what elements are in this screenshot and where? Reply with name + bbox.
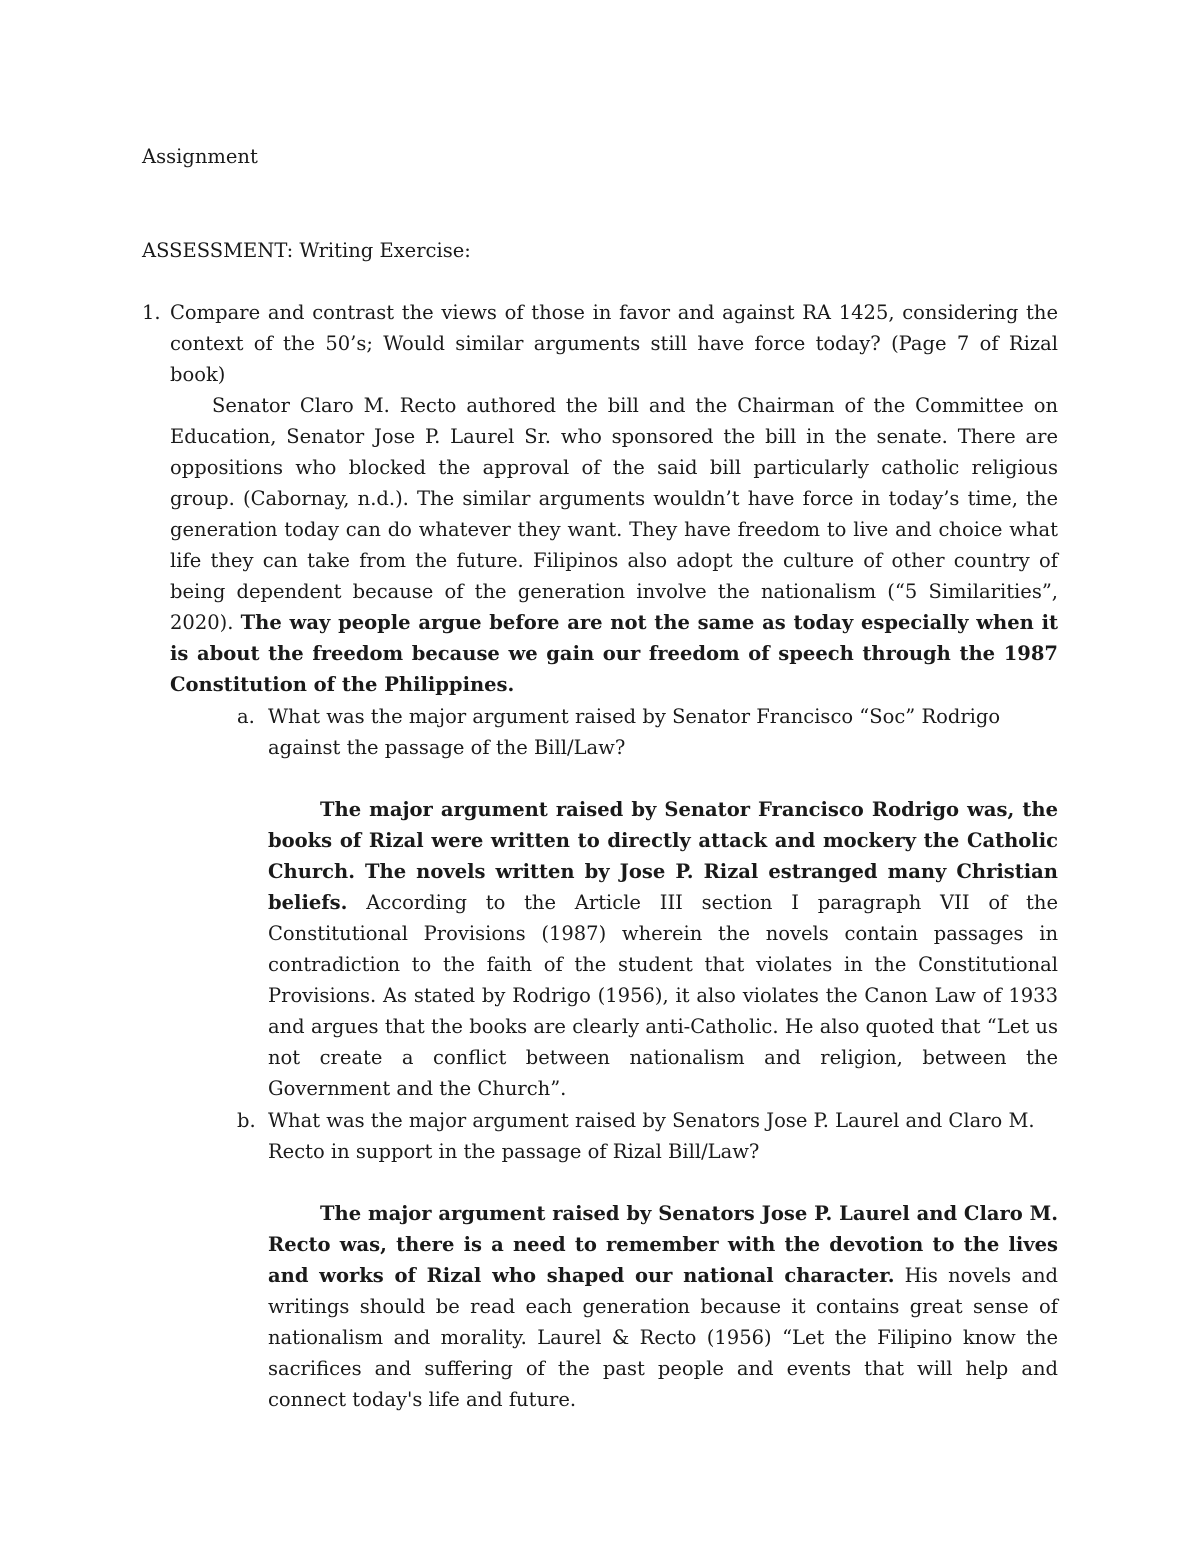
answer-a-bold-text: The major argument raised by Senator Francisco Rodrigo was, the books of Rizal were written to directly attack and mockery the Catholic Church. The novels written by Jose P. Rizal estranged many Christian beliefs.: [268, 798, 1058, 914]
answer-1-paragraph: [170, 390, 1058, 700]
answer-a-regular-text: According to the Article III section I paragraph VII of the Constitutional Provisions (1987) wherein the novels contain passages in contradiction to the faith of the student that violates in the Constitutional Provisions. As stated by Rodrigo (1956), it also violates the Canon Law of 1933 and argues that the books are clearly anti-Catholic. He also quoted that “Let us not create a conflict between nationalism and religion, between the Government and the Church”.: [268, 891, 1058, 1100]
question-b-text: What was the major argument raised by Senators Jose P. Laurel and Claro M. Recto in support in the passage of Rizal Bill/Law?: [268, 1109, 1035, 1163]
answer-b-paragraph: [268, 1198, 1058, 1415]
answer-1-bold-text: The way people argue before are not the same as today especially when it is about the freedom because we gain our freedom of speech through the 1987 Constitution of the Philippines.: [170, 611, 1058, 696]
assessment-heading: ASSESSMENT: Writing Exercise:: [142, 239, 471, 262]
list-marker-1: 1.: [142, 301, 161, 324]
question-a-text: What was the major argument raised by Senator Francisco “Soc” Rodrigo against the passage of the Bill/Law?: [268, 705, 1001, 759]
question-1-text: Compare and contrast the views of those in favor and against RA 1425, considering the context of the 50’s; Would similar arguments still have force today? (Page 7 of Rizal book): [170, 301, 1058, 386]
document-title: Assignment: [142, 145, 258, 168]
answer-b-bold-text: The major argument raised by Senators Jose P. Laurel and Claro M. Recto was, there is a need to remember with the devotion to the lives and works of Rizal who shaped our national character.: [268, 1202, 1058, 1287]
answer-a-paragraph: [268, 794, 1058, 1104]
list-marker-a: a.: [237, 705, 255, 728]
answer-b-regular-text: His novels and writings should be read each generation because it contains great sense of nationalism and morality. Laurel & Recto (1956) “Let the Filipino know the sacrifices and suffering of the past people and events that will help and connect today's life and future.: [268, 1264, 1058, 1411]
answer-1-regular-text: Senator Claro M. Recto authored the bill and the Chairman of the Committee on Education, Senator Jose P. Laurel Sr. who sponsored the bill in the senate. There are oppositions who blocked the approval of the said bill particularly catholic religious group. (Cabornay, n.d.). The similar arguments wouldn’t have force in today’s time, the generation today can do whatever they want. They have freedom to live and choice what life they can take from the future. Filipinos also adopt the culture of other country of being dependent because of the generation involve the nationalism (“5 Similarities”, 2020).: [170, 394, 1058, 634]
list-marker-b: b.: [237, 1109, 256, 1132]
